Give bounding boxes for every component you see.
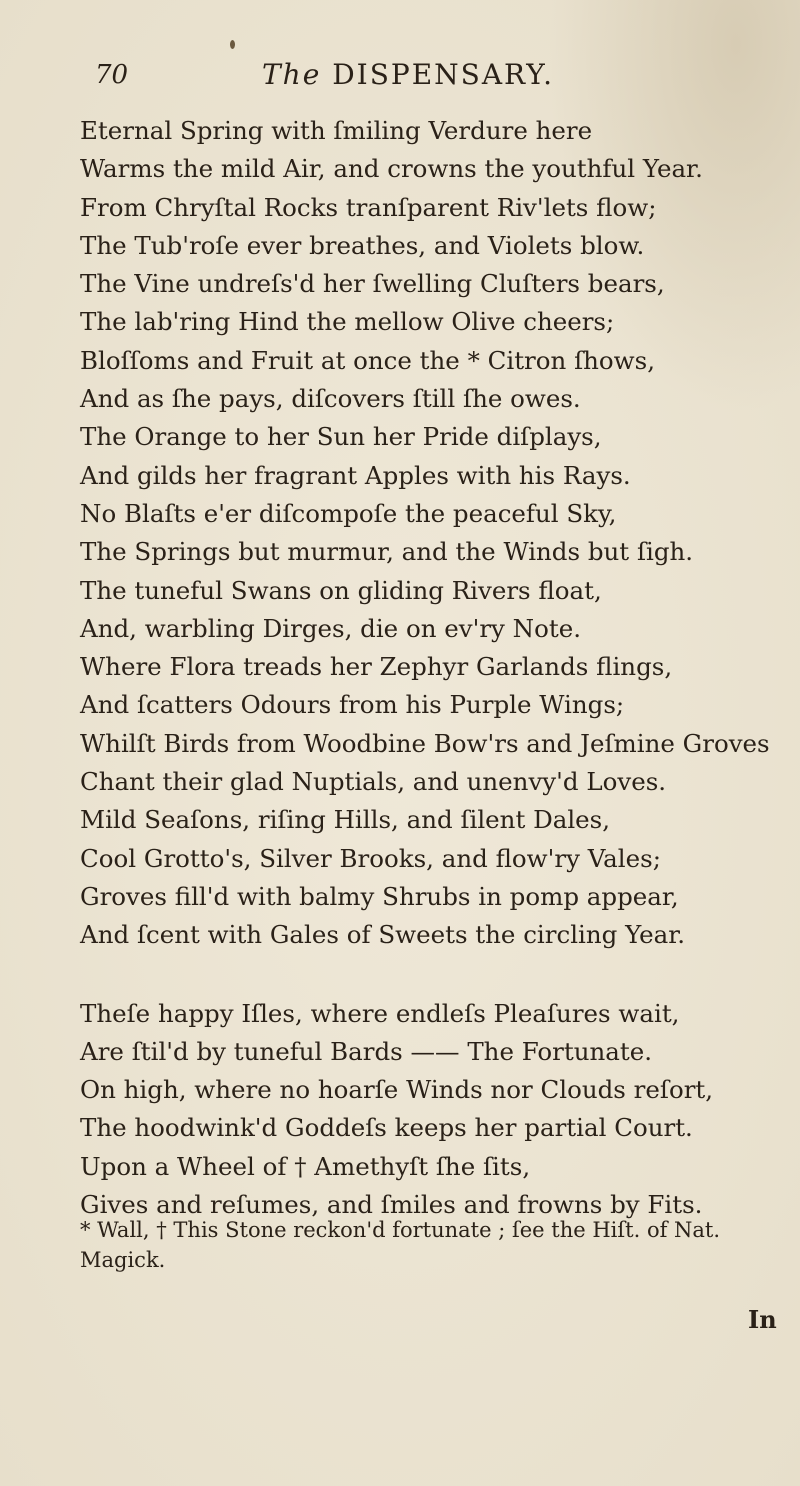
verse-line: The Vine undreſs'd her ſwelling Cluſters bears, bbox=[80, 269, 665, 299]
running-head-article: The bbox=[262, 58, 322, 91]
verse-line: Chant their glad Nuptials, and unenvy'd Loves. bbox=[80, 767, 667, 797]
verse-line: Warms the mild Air, and crowns the youthful Year. bbox=[80, 154, 703, 184]
verse-line: No Blaſts e'er diſcompoſe the peaceful Sky, bbox=[80, 498, 617, 528]
ink-speck bbox=[230, 40, 235, 49]
catchword: In bbox=[748, 1305, 777, 1334]
verse-line: The Springs but murmur, and the Winds but ſigh. bbox=[80, 537, 694, 567]
verse-line: And, warbling Dirges, die on ev'ry Note. bbox=[80, 613, 582, 643]
verse-line: From Chryſtal Rocks tranſparent Riv'lets flow; bbox=[80, 192, 657, 222]
footnote: * Wall, † This Stone reckon'd fortunate ; ſee the Hiſt. of Nat. Magick. bbox=[80, 1218, 721, 1272]
verse-line: Upon a Wheel of † Amethyſt ſhe ſits, bbox=[80, 1151, 531, 1181]
verse-line: Are ſtil'd by tuneful Bards —— The Fortunate. bbox=[80, 1036, 652, 1066]
verse-line: The hoodwink'd Goddeſs keeps her partial Court. bbox=[80, 1113, 693, 1143]
stanza-2 bbox=[80, 995, 780, 1225]
verse-line: Mild Seaſons, riſing Hills, and ſilent Dales, bbox=[80, 805, 611, 835]
verse-line: The tuneful Swans on gliding Rivers float, bbox=[80, 575, 602, 605]
stanza-gap bbox=[80, 955, 780, 995]
verse-line: And as ſhe pays, diſcovers ſtill ſhe owes. bbox=[80, 384, 581, 414]
verse-line: Eternal Spring with ſmiling Verdure here bbox=[80, 116, 593, 145]
verse-body bbox=[80, 112, 780, 1224]
page-number: 70 bbox=[95, 60, 129, 90]
verse-line: Bloſſoms and Fruit at once the * Citron ſhows, bbox=[80, 345, 655, 375]
verse-line: And gilds her fragrant Apples with his Rays. bbox=[80, 460, 631, 490]
verse-line: And ſcent with Gales of Sweets the circling Year. bbox=[80, 920, 686, 950]
verse-line: The lab'ring Hind the mellow Olive cheers; bbox=[80, 307, 615, 337]
verse-line: Theſe happy Iſles, where endleſs Pleaſures wait, bbox=[80, 998, 680, 1028]
verse-line: Gives and reſumes, and ſmiles and frowns by Fits. bbox=[80, 1190, 703, 1220]
verse-line: And ſcatters Odours from his Purple Wings; bbox=[80, 690, 625, 720]
stanza-1 bbox=[80, 112, 780, 955]
verse-line: The Tub'roſe ever breathes, and Violets blow. bbox=[80, 230, 645, 260]
verse-line: Where Flora treads her Zephyr Garlands flings, bbox=[80, 652, 673, 682]
running-head bbox=[262, 58, 554, 91]
verse-line: Groves fill'd with balmy Shrubs in pomp appear, bbox=[80, 881, 679, 911]
verse-line: Whilſt Birds from Woodbine Bow'rs and Jeſmine Groves bbox=[80, 728, 770, 758]
verse-line: Cool Grotto's, Silver Brooks, and flow'ry Vales; bbox=[80, 843, 661, 873]
verse-line: The Orange to her Sun her Pride diſplays, bbox=[80, 422, 602, 452]
running-head-title: DISPENSARY. bbox=[332, 58, 555, 91]
verse-line: On high, where no hoarſe Winds nor Clouds reſort, bbox=[80, 1075, 714, 1105]
